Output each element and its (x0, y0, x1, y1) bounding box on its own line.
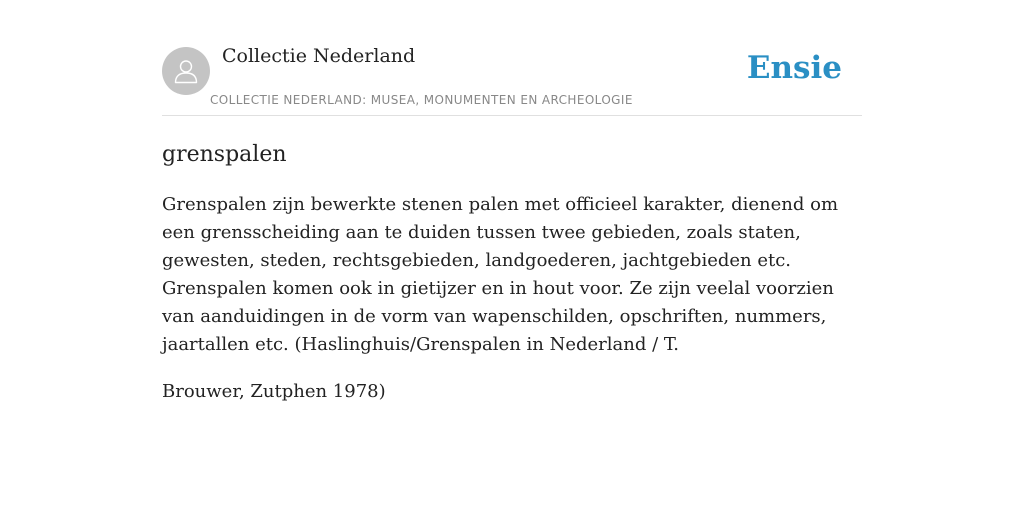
page-container (162, 0, 862, 406)
article-header (162, 0, 862, 116)
article-paragraph-1: Grenspalen zijn bewerkte stenen palen met officieel karakter, dienend om een grensscheiding aan te duiden tussen twee gebieden, zoals staten, gewesten, steden, rechtsgebieden, landgoederen, jachtgebieden etc. Grenspalen komen ook in gietijzer en in hout voor. Ze zijn veelal voorzien van aanduidingen in de vorm van wapenschilden, opschriften, nummers, jaartallen etc. (Haslinghuis/Grenspalen in Nederland / T. (162, 194, 839, 355)
author-avatar[interactable] (162, 47, 210, 95)
collection-name[interactable]: COLLECTIE NEDERLAND: MUSEA, MONUMENTEN EN ARCHEOLOGIE (210, 93, 633, 107)
user-icon (172, 57, 200, 85)
ensie-logo[interactable]: Ensie (746, 50, 842, 86)
article-paragraph-2: Brouwer, Zutphen 1978) (162, 381, 386, 402)
article-title: grenspalen (162, 142, 287, 167)
author-name[interactable]: Collectie Nederland (222, 45, 416, 67)
